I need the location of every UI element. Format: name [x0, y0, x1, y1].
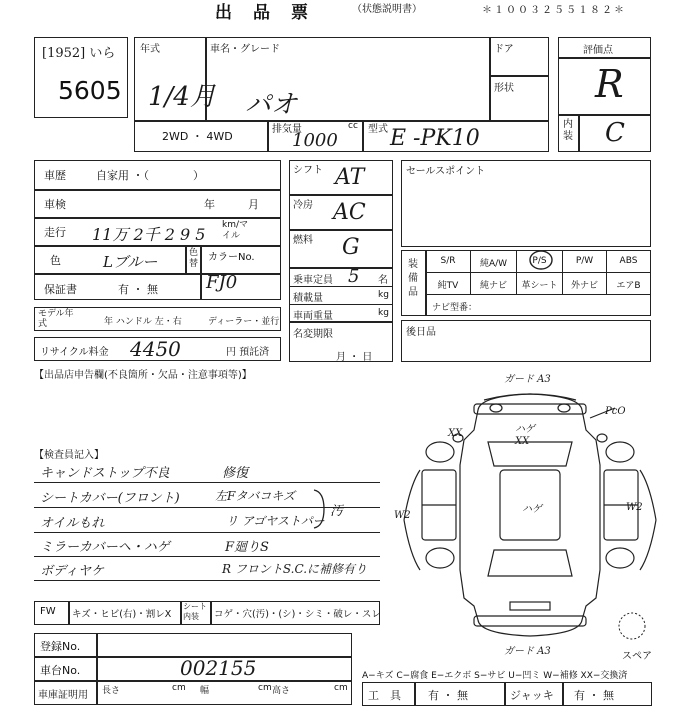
form-title: 出 品 票: [215, 3, 310, 23]
bracket-note: 汚: [330, 504, 344, 519]
note-3-right: リ アゴヤストパー: [226, 514, 325, 528]
displacement-value: 1000: [292, 130, 338, 151]
serial-number: ＊１００３２５５１８２＊: [482, 5, 626, 16]
color-no-label: カラーNo.: [208, 252, 255, 263]
color-value: Lブルー: [103, 253, 158, 271]
recycle-label: リサイクル料金: [40, 347, 109, 358]
mileage-value: 11万 2千 2 9 5: [92, 225, 206, 244]
navi-model-label: ナビ型番：: [432, 303, 478, 313]
shape-label: 形状: [494, 83, 514, 94]
seat-label: シート内装: [183, 602, 207, 621]
history-label: 車歴: [44, 169, 66, 182]
later-label: 後日品: [406, 327, 436, 338]
recycle-unit: 円 預託済: [226, 347, 270, 358]
seat-damage: コゲ・穴(汚)・(シ)・シミ・破レ・スレ: [214, 609, 381, 620]
ps-circle-mark: [528, 249, 554, 271]
tool-value: 有 ・ 無: [428, 689, 468, 702]
load-unit: kg: [378, 290, 389, 300]
capacity-unit: 名: [378, 275, 388, 286]
interior-value: C: [605, 118, 625, 148]
diagram-label-left-w2: W2: [394, 510, 411, 521]
weight-unit: kg: [378, 308, 389, 318]
option-navi: 純ナビ: [479, 281, 507, 291]
displacement-label: 排気量: [272, 124, 302, 135]
expiry-label: 名変期限: [293, 329, 333, 340]
dim-width-unit: cm: [258, 683, 272, 693]
type-value: E -PK10: [390, 126, 480, 151]
option-ps: P/S: [532, 256, 547, 266]
dim-height: 高さ: [272, 686, 291, 696]
expiry-unit: 月 ・ 日: [336, 352, 373, 363]
inspection-label: 車検: [44, 198, 66, 211]
diagram-label-roof-hage: ハゲ: [522, 504, 542, 515]
note-2-right: 左Fタバコキズ: [215, 489, 295, 503]
recycle-value: 4450: [130, 337, 181, 361]
inspection-year: 年: [204, 198, 215, 211]
jack-label: ジャッキ: [510, 689, 554, 702]
diagram-label-pco: PcO: [605, 406, 626, 417]
dim-length-unit: cm: [172, 683, 186, 693]
selling-point-label: セールスポイント: [406, 166, 486, 177]
shift-value: AT: [335, 165, 365, 190]
mileage-unit: km/マイル: [222, 220, 249, 241]
form-subtitle: （状態説明書）: [352, 4, 422, 15]
door-label: ドア: [494, 44, 514, 55]
capacity-value: 5: [348, 266, 360, 287]
equipment-label: 装備品: [408, 259, 418, 298]
jack-value: 有 ・ 無: [574, 689, 614, 702]
tool-label: 工 具: [368, 689, 401, 702]
fw-label: FW: [40, 606, 56, 617]
diagram-label-rear-guard: ガード A3: [504, 646, 551, 657]
reg-row: [34, 633, 352, 657]
diagram-label-front-guard: ガード A3: [504, 374, 551, 385]
spare-label: スペア: [622, 651, 652, 662]
dim-length: 長さ: [102, 686, 121, 696]
option-sr: S/R: [440, 256, 456, 266]
reg-label: 登録No.: [40, 640, 81, 653]
note-5-left: ボディヤケ: [40, 564, 104, 579]
option-airbag: エアB: [616, 281, 641, 291]
later-box: [401, 320, 651, 362]
lot-stamp: [1952] いら: [42, 46, 116, 61]
damage-legend: A−キズ C−腐食 E−エクボ S−サビ U−凹ミ W−補修 XX−交換済: [362, 671, 628, 681]
note-1-left: キャンドストップ不良: [40, 466, 170, 481]
drive-label: 2WD ・ 4WD: [162, 130, 233, 143]
diagram-label-front-hage: ハゲ: [515, 424, 535, 435]
warranty-label: 保証書: [44, 283, 77, 296]
bracket-mark: [312, 488, 328, 530]
fuel-value: G: [342, 235, 360, 260]
note-1-right: 修復: [222, 466, 249, 481]
chassis-value: 002155: [180, 656, 257, 680]
history-value: 自家用 ・（ ）: [96, 169, 204, 182]
option-leather: 革シート: [521, 281, 558, 291]
type-label: 型式: [368, 124, 388, 135]
option-tv: 純TV: [437, 281, 459, 291]
ac-value: AC: [333, 200, 366, 225]
note-5-right: R フロントS.C.に補修有り: [222, 562, 368, 576]
load-label: 積載量: [293, 293, 323, 304]
color-change-label: 色替: [189, 248, 199, 269]
shift-label: シフト: [293, 165, 323, 176]
grade-value: R: [595, 62, 624, 106]
color-label: 色: [50, 254, 61, 267]
model-year-label: モデル年式: [38, 309, 74, 329]
year-label: 年式: [140, 44, 160, 55]
interior-label: 内装: [563, 119, 573, 142]
year-value: 1/4月: [148, 82, 216, 112]
cert-label: 車庫証明用: [38, 690, 88, 701]
fuel-label: 燃料: [293, 235, 313, 246]
warranty-value: 有 ・ 無: [118, 283, 158, 296]
note-4-right: F廻りS: [225, 540, 269, 555]
note-2-left: シートカバー(フロント): [40, 491, 180, 506]
capacity-label: 乗車定員: [293, 275, 333, 286]
car-damage-diagram: [394, 370, 660, 660]
grade-label: 評価点: [583, 45, 613, 56]
diagram-label-side-xx: XX: [448, 428, 463, 439]
dealer-label: ディーラー・並行: [208, 317, 280, 327]
option-ext-navi: 外ナビ: [570, 281, 598, 291]
displacement-unit: cc: [348, 121, 358, 131]
option-abs: ABS: [619, 256, 638, 266]
dim-width: 幅: [200, 686, 210, 696]
note-3-left: オイルもれ: [40, 516, 105, 531]
inspector-label: 【検査員記入】: [34, 450, 104, 461]
option-alloy: 純A/W: [479, 259, 508, 269]
chassis-label: 車台No.: [40, 664, 81, 677]
lot-number: 5605: [58, 76, 122, 105]
ac-label: 冷房: [293, 200, 313, 211]
note-4-left: ミラーカバーヘ・ハゲ: [40, 540, 170, 555]
color-no-value: FJ0: [206, 272, 238, 293]
inspection-month: 月: [248, 198, 259, 211]
model-label: 車名・グレード: [210, 44, 280, 55]
diagram-label-right-w2: W2: [626, 502, 643, 513]
option-pw: P/W: [575, 256, 594, 266]
dim-height-unit: cm: [334, 683, 348, 693]
handle-label: 年 ハンドル 左・右: [104, 317, 182, 327]
mileage-label: 走行: [44, 226, 66, 239]
report-label: 【出品店申告欄(不良箇所・欠品・注意事項等)】: [34, 370, 252, 381]
model-value: パオ: [245, 90, 298, 120]
diagram-label-front-xx: XX: [515, 436, 530, 447]
weight-label: 車両重量: [293, 311, 333, 322]
fw-damage: キズ・ヒビ(右)・割レX: [72, 609, 172, 620]
